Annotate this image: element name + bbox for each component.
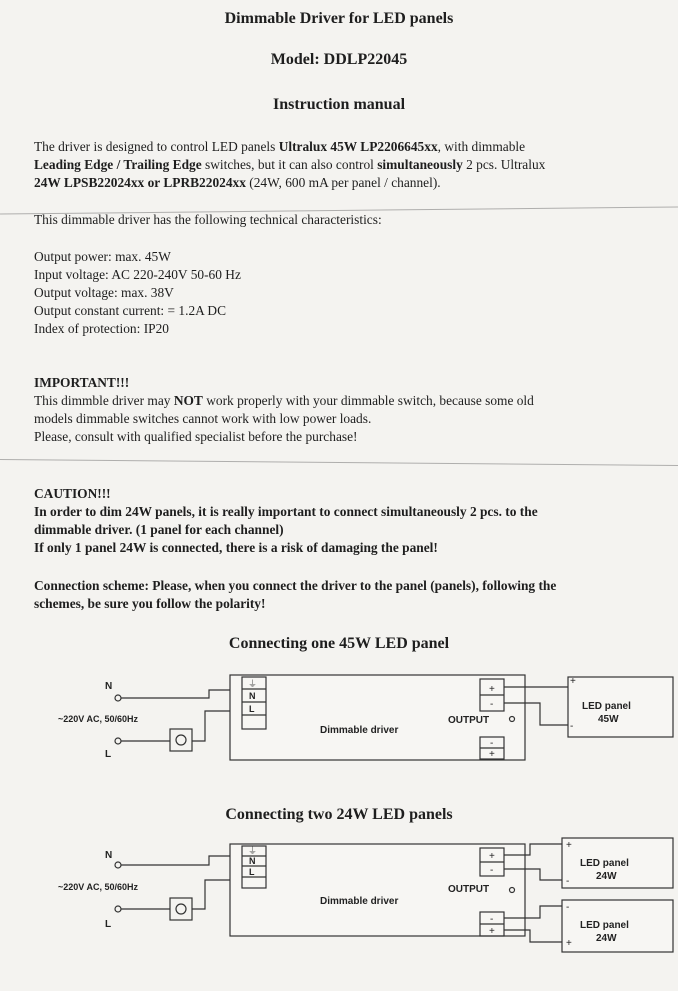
spec-output-power: Output power: max. 45W xyxy=(34,249,171,264)
led-panel-label: LED panel xyxy=(582,701,631,712)
output-label: OUTPUT xyxy=(448,715,490,726)
led-panel1-label: LED panel xyxy=(580,858,629,869)
terminal-n-label: N xyxy=(249,691,256,701)
minus-terminal-label: - xyxy=(490,865,494,876)
panel1-minus-label: - xyxy=(566,876,570,887)
led-panel2-label: LED panel xyxy=(580,920,629,931)
terminal-l-label: L xyxy=(249,867,255,877)
spec-protection: Index of protection: IP20 xyxy=(34,321,169,336)
intro-paragraph: The driver is designed to control LED panels Ultralux 45W LP2206645xx, with dimmable Leading Edge / Trailing Edge switches, but it can also control simultaneously 2 pcs. Ultralux 24W LPSB22024xx or LPRB22024xx (24W, 600 mA per panel / channel). xyxy=(34,139,546,190)
document-title: Dimmable Driver for LED panels xyxy=(224,10,454,27)
ac-input-label: ~220V AC, 50/60Hz xyxy=(58,882,138,892)
led-panel1-power: 24W xyxy=(596,871,617,882)
spec-output-voltage: Output voltage: max. 38V xyxy=(34,285,174,300)
terminal-l-label: L xyxy=(249,704,255,714)
model-number: Model: DDLP22045 xyxy=(270,51,408,68)
ac-input-label: ~220V AC, 50/60Hz xyxy=(58,714,138,724)
caution-section: CAUTION!!! In order to dim 24W panels, it is really important to connect simultaneously 2 pcs. to the dimmable driver. (1 panel for each channel) If only 1 panel 24W is connected, there is a risk of damaging the panel! xyxy=(34,485,654,557)
driver-label: Dimmable driver xyxy=(320,896,399,907)
minus-terminal-label: - xyxy=(490,699,494,710)
mains-n-label: N xyxy=(105,850,113,861)
document-subtitle: Instruction manual xyxy=(272,96,406,113)
plus-terminal-label: + xyxy=(489,851,495,862)
panel2-plus-label: + xyxy=(566,938,572,949)
driver-label: Dimmable driver xyxy=(320,725,399,736)
characteristics-list xyxy=(34,248,654,338)
characteristics-heading: This dimmable driver has the following technical characteristics: xyxy=(34,212,382,227)
mains-l-label: L xyxy=(105,919,112,930)
caution-heading: CAUTION!!! xyxy=(34,486,111,501)
plus-terminal-label: + xyxy=(489,684,495,695)
important-section: IMPORTANT!!! This dimmble driver may NOT work properly with your dimmable switch, because some old models dimmable switches cannot work with low power loads. Please, consult with qualified specialist before the purchase! xyxy=(34,375,534,444)
spec-output-current: Output constant current: = 1.2A DC xyxy=(34,303,227,318)
panel-minus-label: - xyxy=(570,721,574,732)
panel1-plus-label: + xyxy=(566,840,572,851)
led-panel2-power: 24W xyxy=(596,933,617,944)
panel-plus-label: + xyxy=(570,676,576,687)
minus-terminal-label: - xyxy=(490,738,494,749)
earth-icon: ⏚ xyxy=(248,846,258,856)
output-label: OUTPUT xyxy=(448,884,490,895)
spec-input-voltage: Input voltage: AC 220-240V 50-60 Hz xyxy=(34,267,241,282)
earth-icon: ⏚ xyxy=(248,679,258,689)
mains-l-label: L xyxy=(105,749,112,760)
mains-n-label: N xyxy=(105,681,113,692)
led-panel-power: 45W xyxy=(598,714,619,725)
diagram2-title: Connecting two 24W LED panels xyxy=(225,806,453,823)
wiring-diagram-one-panel xyxy=(0,665,678,785)
panel2-minus-label: - xyxy=(566,902,570,913)
diagram1-title: Connecting one 45W LED panel xyxy=(228,635,450,652)
plus-terminal-label: + xyxy=(489,749,495,760)
plus-terminal-label: + xyxy=(489,926,495,937)
paper-fold xyxy=(0,459,678,466)
minus-terminal-label: - xyxy=(490,914,494,925)
terminal-n-label: N xyxy=(249,856,256,866)
important-heading: IMPORTANT!!! xyxy=(34,375,130,390)
connection-scheme-note: Connection scheme: Please, when you connect the driver to the panel (panels), following the schemes, be sure you follow the polarity! xyxy=(34,578,557,611)
wiring-diagram-two-panels xyxy=(0,834,678,969)
